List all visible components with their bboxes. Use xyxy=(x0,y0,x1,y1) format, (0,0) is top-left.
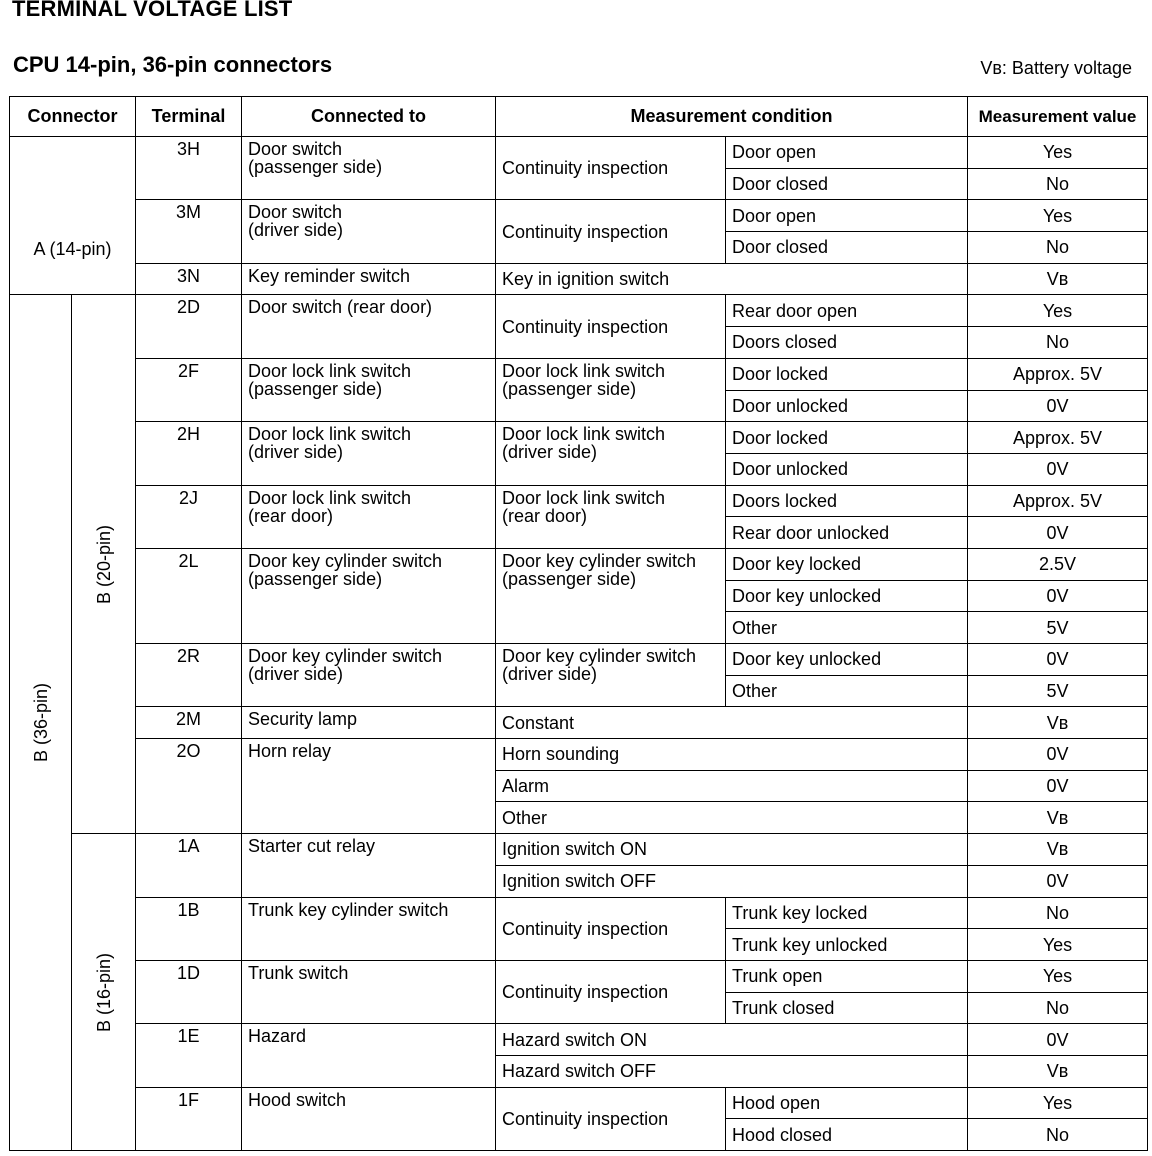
measurement-condition-cell xyxy=(496,548,726,643)
sub-condition-cell: Door key unlocked xyxy=(726,580,968,612)
connected-to-text: Starter cut relay xyxy=(248,836,376,857)
table-body xyxy=(10,137,1148,1151)
connector-b-36-pin xyxy=(10,295,72,1151)
measurement-condition-cell: Alarm xyxy=(496,770,968,802)
sub-condition-cell: Rear door unlocked xyxy=(726,517,968,549)
sub-condition-cell: Door key unlocked xyxy=(726,644,968,676)
connector-b-36-pin-label: B (36-pin) xyxy=(30,683,51,763)
table-row xyxy=(10,897,1148,929)
measurement-condition-cell xyxy=(496,897,726,960)
sub-condition-cell: Door closed xyxy=(726,232,968,264)
connector-a-14-pin-label: A (14-pin) xyxy=(33,238,112,259)
connected-to-cell xyxy=(242,1087,496,1150)
measurement-value-cell: Vʙ xyxy=(968,707,1148,739)
measurement-value-cell: Yes xyxy=(968,929,1148,961)
sub-condition-cell: Door unlocked xyxy=(726,453,968,485)
measurement-value-cell: 0V xyxy=(968,739,1148,771)
connected-to-text: Door switch (rear door) xyxy=(248,297,433,318)
connected-to-cell xyxy=(242,422,496,485)
terminal-voltage-table xyxy=(9,96,1148,1151)
connected-to-text: Hood switch xyxy=(248,1089,347,1110)
sub-condition-cell: Door locked xyxy=(726,358,968,390)
terminal-cell: 1B xyxy=(136,897,242,960)
measurement-value-cell: Vʙ xyxy=(968,834,1148,866)
measurement-value-cell: Vʙ xyxy=(968,802,1148,834)
header-connected-to: Connected to xyxy=(242,97,496,137)
measurement-value-cell: 0V xyxy=(968,1024,1148,1056)
connected-to-cell xyxy=(242,137,496,200)
terminal-cell: 3N xyxy=(136,263,242,295)
connected-to-cell xyxy=(242,834,496,897)
measurement-value-cell: Yes xyxy=(968,960,1148,992)
terminal-cell: 1A xyxy=(136,834,242,897)
connected-to-text: Door lock link switch (driver side) xyxy=(248,424,412,463)
measurement-condition-cell: Other xyxy=(496,802,968,834)
measurement-condition-cell xyxy=(496,358,726,421)
sub-condition-cell: Trunk key locked xyxy=(726,897,968,929)
terminal-cell: 2J xyxy=(136,485,242,548)
measurement-condition-text: Continuity inspection xyxy=(502,316,669,337)
measurement-condition-cell xyxy=(496,644,726,707)
sub-condition-cell: Trunk key unlocked xyxy=(726,929,968,961)
table-row xyxy=(10,739,1148,771)
measurement-value-cell: No xyxy=(968,1119,1148,1151)
table-row xyxy=(10,644,1148,676)
measurement-condition-cell: Constant xyxy=(496,707,968,739)
measurement-value-cell: 0V xyxy=(968,453,1148,485)
measurement-value-cell: Vʙ xyxy=(968,263,1148,295)
measurement-value-cell: 0V xyxy=(968,517,1148,549)
measurement-value-cell: No xyxy=(968,168,1148,200)
sub-condition-cell: Other xyxy=(726,675,968,707)
measurement-condition-text: Continuity inspection xyxy=(502,982,669,1003)
sub-condition-cell: Hood open xyxy=(726,1087,968,1119)
terminal-cell: 2L xyxy=(136,548,242,643)
connected-to-text: Trunk switch xyxy=(248,962,349,983)
table-row xyxy=(10,422,1148,454)
measurement-condition-cell xyxy=(496,137,726,200)
measurement-condition-text: Door lock link switch (driver side) xyxy=(502,424,666,463)
table-row xyxy=(10,1024,1148,1056)
section-title: CPU 14-pin, 36-pin connectors xyxy=(13,52,333,77)
terminal-cell: 2M xyxy=(136,707,242,739)
measurement-condition-text: Door lock link switch (passenger side) xyxy=(502,360,666,399)
measurement-condition-cell xyxy=(496,485,726,548)
terminal-cell: 1D xyxy=(136,960,242,1023)
battery-voltage-note: Vʙ: Battery voltage xyxy=(980,58,1132,78)
table-row xyxy=(10,548,1148,580)
table-row xyxy=(10,1087,1148,1119)
table-row xyxy=(10,485,1148,517)
measurement-condition-cell: Hazard switch OFF xyxy=(496,1055,968,1087)
measurement-condition-text: Door key cylinder switch (driver side) xyxy=(502,646,697,684)
connected-to-text: Door switch (driver side) xyxy=(248,202,344,241)
measurement-condition-cell xyxy=(496,422,726,485)
header-measurement-condition: Measurement condition xyxy=(496,97,968,137)
measurement-condition-cell xyxy=(496,200,726,263)
connected-to-text: Key reminder switch xyxy=(248,265,411,286)
measurement-value-cell: 0V xyxy=(968,644,1148,676)
measurement-value-cell: Approx. 5V xyxy=(968,485,1148,517)
terminal-cell: 2F xyxy=(136,358,242,421)
connector-b-20-pin xyxy=(72,295,136,834)
measurement-condition-cell: Ignition switch ON xyxy=(496,834,968,866)
measurement-value-cell: No xyxy=(968,897,1148,929)
measurement-condition-text: Continuity inspection xyxy=(502,1108,669,1129)
measurement-value-cell: No xyxy=(968,232,1148,264)
measurement-condition-text: Continuity inspection xyxy=(502,918,669,939)
measurement-value-cell: Yes xyxy=(968,137,1148,169)
table-row xyxy=(10,137,1148,169)
sub-condition-cell: Door open xyxy=(726,200,968,232)
measurement-value-cell: 0V xyxy=(968,580,1148,612)
table-row xyxy=(10,834,1148,866)
connected-to-text: Door key cylinder switch (driver side) xyxy=(248,646,443,684)
measurement-condition-text: Continuity inspection xyxy=(502,158,669,179)
sub-condition-cell: Rear door open xyxy=(726,295,968,327)
measurement-value-cell: Yes xyxy=(968,295,1148,327)
connected-to-cell xyxy=(242,263,496,295)
measurement-value-cell: Yes xyxy=(968,200,1148,232)
measurement-condition-cell: Horn sounding xyxy=(496,739,968,771)
measurement-condition-cell xyxy=(496,295,726,358)
measurement-value-cell: No xyxy=(968,327,1148,359)
connected-to-cell xyxy=(242,739,496,834)
connector-b-16-pin xyxy=(72,834,136,1151)
connected-to-cell xyxy=(242,960,496,1023)
measurement-value-cell: 0V xyxy=(968,390,1148,422)
measurement-condition-cell: Ignition switch OFF xyxy=(496,865,968,897)
table-header-row xyxy=(10,97,1148,137)
header-terminal: Terminal xyxy=(136,97,242,137)
sub-condition-cell: Trunk closed xyxy=(726,992,968,1024)
sub-condition-cell: Doors locked xyxy=(726,485,968,517)
measurement-condition-text: Continuity inspection xyxy=(502,221,669,242)
connected-to-cell xyxy=(242,485,496,548)
terminal-cell: 2H xyxy=(136,422,242,485)
sub-condition-cell: Door key locked xyxy=(726,548,968,580)
measurement-value-cell: Approx. 5V xyxy=(968,358,1148,390)
connector-b-16-pin-label: B (16-pin) xyxy=(93,952,114,1032)
measurement-value-cell: Vʙ xyxy=(968,1055,1148,1087)
connected-to-cell xyxy=(242,644,496,707)
measurement-value-cell: 5V xyxy=(968,675,1148,707)
measurement-condition-text: Door key cylinder switch (passenger side) xyxy=(502,550,697,589)
sub-condition-cell: Hood closed xyxy=(726,1119,968,1151)
connected-to-cell xyxy=(242,200,496,263)
sub-condition-cell: Other xyxy=(726,612,968,644)
connector-a-14-pin xyxy=(10,137,136,295)
connected-to-cell xyxy=(242,897,496,960)
measurement-condition-cell xyxy=(496,1087,726,1150)
table-row xyxy=(10,358,1148,390)
measurement-value-cell: 0V xyxy=(968,865,1148,897)
connected-to-cell xyxy=(242,295,496,358)
connected-to-text: Door lock link switch (passenger side) xyxy=(248,360,412,399)
measurement-value-cell: Approx. 5V xyxy=(968,422,1148,454)
connected-to-text: Horn relay xyxy=(248,741,332,762)
terminal-cell: 3H xyxy=(136,137,242,200)
sub-condition-cell: Door locked xyxy=(726,422,968,454)
terminal-cell: 3M xyxy=(136,200,242,263)
table-row xyxy=(10,960,1148,992)
connector-b-20-pin-label: B (20-pin) xyxy=(93,524,114,604)
table-row xyxy=(10,263,1148,295)
sub-condition-cell: Door open xyxy=(726,137,968,169)
sub-condition-cell: Doors closed xyxy=(726,327,968,359)
connected-to-text: Door key cylinder switch (passenger side) xyxy=(248,550,443,589)
connected-to-text: Hazard xyxy=(248,1026,307,1047)
table-row xyxy=(10,707,1148,739)
connected-to-cell xyxy=(242,548,496,643)
connected-to-text: Trunk key cylinder switch xyxy=(248,899,449,920)
terminal-cell: 2D xyxy=(136,295,242,358)
connected-to-text: Door lock link switch (rear door) xyxy=(248,487,412,526)
page-title: TERMINAL VOLTAGE LIST xyxy=(12,0,293,21)
connected-to-text: Security lamp xyxy=(248,709,358,730)
terminal-cell: 1E xyxy=(136,1024,242,1087)
table-row xyxy=(10,295,1148,327)
measurement-condition-cell: Key in ignition switch xyxy=(496,263,968,295)
measurement-value-cell: 5V xyxy=(968,612,1148,644)
terminal-cell: 2O xyxy=(136,739,242,834)
connected-to-cell xyxy=(242,1024,496,1087)
sub-condition-cell: Door closed xyxy=(726,168,968,200)
terminal-cell: 1F xyxy=(136,1087,242,1150)
header-connector: Connector xyxy=(10,97,136,137)
sub-condition-cell: Trunk open xyxy=(726,960,968,992)
connected-to-cell xyxy=(242,358,496,421)
sub-condition-cell: Door unlocked xyxy=(726,390,968,422)
connected-to-text: Door switch (passenger side) xyxy=(248,139,383,177)
measurement-value-cell: Yes xyxy=(968,1087,1148,1119)
measurement-condition-text: Door lock link switch (rear door) xyxy=(502,487,666,526)
header-measurement-value: Measurement value xyxy=(968,97,1148,137)
table-row xyxy=(10,200,1148,232)
measurement-condition-cell xyxy=(496,960,726,1023)
terminal-cell: 2R xyxy=(136,644,242,707)
measurement-value-cell: No xyxy=(968,992,1148,1024)
measurement-value-cell: 0V xyxy=(968,770,1148,802)
connected-to-cell xyxy=(242,707,496,739)
measurement-value-cell: 2.5V xyxy=(968,548,1148,580)
measurement-condition-cell: Hazard switch ON xyxy=(496,1024,968,1056)
